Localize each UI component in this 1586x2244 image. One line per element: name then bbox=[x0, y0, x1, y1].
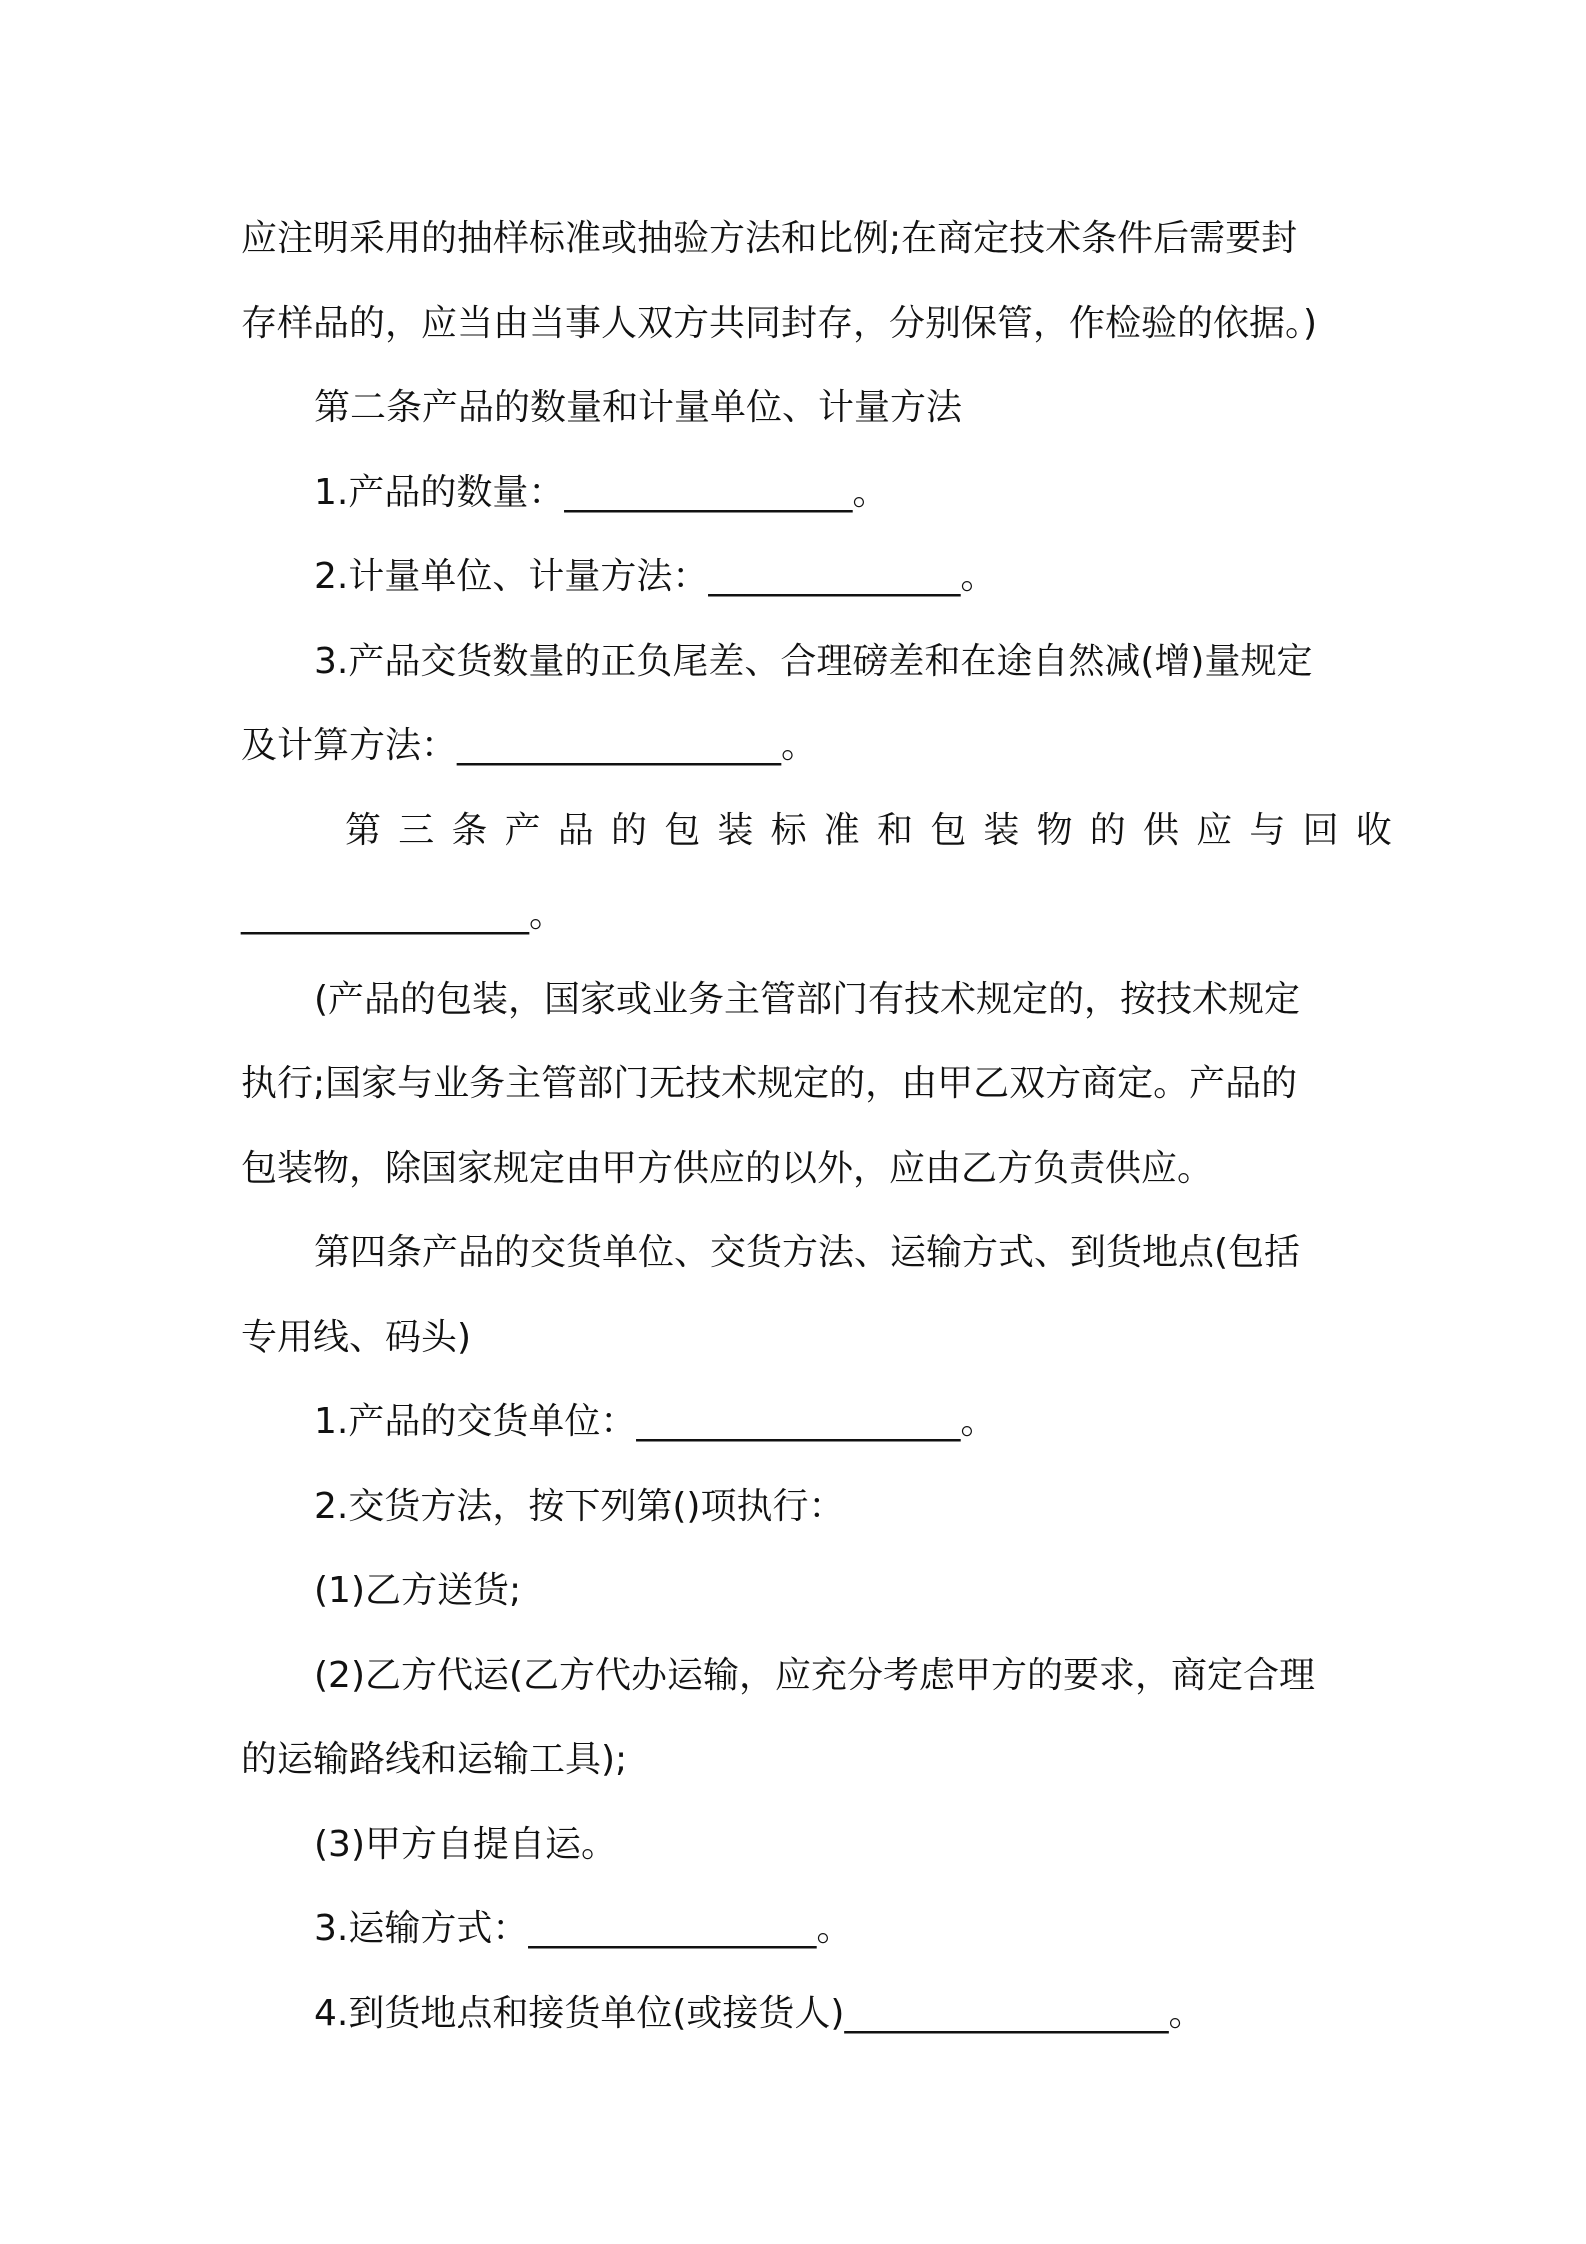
clause-line: 4.到货地点和接货单位(或接货人)__________________。 bbox=[314, 1992, 1205, 2034]
article-3-heading: 第三条产品的包装标准和包装物的供应与回收 bbox=[345, 809, 1410, 851]
clause-line: 1.产品的数量：________________。 bbox=[314, 471, 889, 513]
clause-line: 3.产品交货数量的正负尾差、合理磅差和在途自然减(增)量规定 bbox=[314, 640, 1313, 682]
article-4-heading: 第四条产品的交货单位、交货方法、运输方式、到货地点(包括 bbox=[314, 1232, 1301, 1273]
clause-line: 2.交货方法，按下列第()项执行： bbox=[314, 1485, 845, 1527]
blank-line: ________________。 bbox=[241, 894, 565, 935]
document-body bbox=[241, 197, 1410, 2056]
clause-line: 1.产品的交货单位：__________________。 bbox=[314, 1401, 997, 1442]
paragraph-line: (产品的包装，国家或业务主管部门有技术规定的，按技术规定 bbox=[314, 978, 1301, 1020]
article-2-heading: 第二条产品的数量和计量单位、计量方法 bbox=[314, 387, 963, 428]
option-line: (3)甲方自提自运。 bbox=[314, 1823, 617, 1865]
clause-line: 3.运输方式：________________。 bbox=[314, 1908, 853, 1949]
option-line: (1)乙方送货; bbox=[314, 1570, 522, 1611]
option-line: (2)乙方代运(乙方代办运输，应充分考虑甲方的要求，商定合理 bbox=[314, 1654, 1316, 1696]
article-4-heading-cont: 专用线、码头) bbox=[241, 1316, 472, 1358]
clause-line: 及计算方法：__________________。 bbox=[241, 725, 818, 766]
paragraph-line: 执行;国家与业务主管部门无技术规定的，由甲乙双方商定。产品的 bbox=[241, 1063, 1298, 1104]
clause-line: 2.计量单位、计量方法：______________。 bbox=[314, 556, 997, 597]
option-line-cont: 的运输路线和运输工具); bbox=[241, 1739, 628, 1780]
paragraph-line: 应注明采用的抽样标准或抽验方法和比例;在商定技术条件后需要封 bbox=[241, 218, 1298, 259]
paragraph-line: 包装物，除国家规定由甲方供应的以外，应由乙方负责供应。 bbox=[241, 1147, 1214, 1189]
paragraph-line: 存样品的，应当由当事人双方共同封存，分别保管，作检验的依据。) bbox=[241, 302, 1318, 344]
